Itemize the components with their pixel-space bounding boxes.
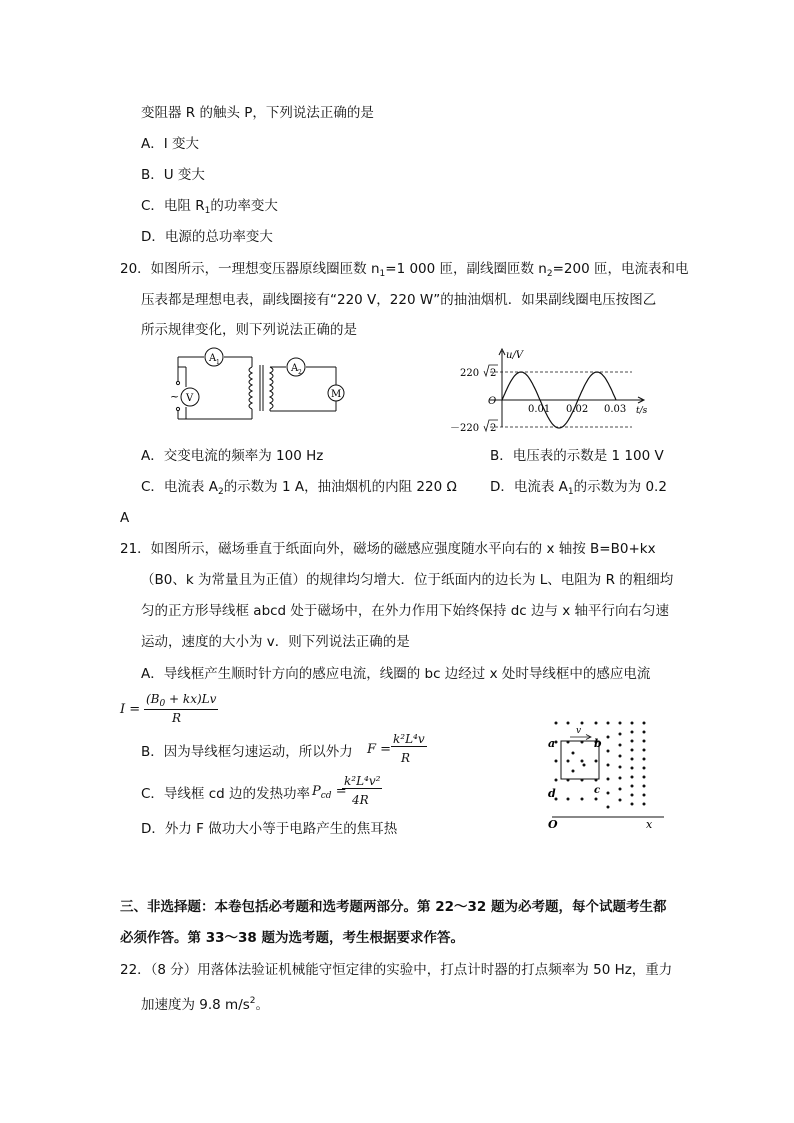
graph-origin: O <box>488 396 497 407</box>
field-dot <box>581 760 584 763</box>
q20-option-d-text-2: 的示数为为 0.2 <box>573 479 667 495</box>
q20-option-c <box>141 477 457 502</box>
graph-x-axis-label: t/s <box>636 406 648 416</box>
q21-option-a: A．导线框产生顺时针方向的感应电流，线圈的 bc 边经过 x 处时导线框中的感应电流 <box>141 666 651 682</box>
field-dot <box>583 764 586 767</box>
q21-stem-line-4: 运动，速度的大小为 v．则下列说法正确的是 <box>141 634 410 650</box>
field-dot <box>643 803 646 806</box>
field-dot <box>607 792 610 795</box>
svg-text:2: 2 <box>490 423 497 434</box>
q19-stem-tail: 变阻器 R 的触头 P，下列说法正确的是 <box>141 105 374 121</box>
q19-option-d: D．电源的总功率变大 <box>141 229 273 245</box>
label-a: a <box>548 737 556 750</box>
q20-option-c-text-2: 的示数为 1 A，抽油烟机的内阻 220 Ω <box>223 479 457 495</box>
field-dot <box>619 799 622 802</box>
q20-option-d-wrap: A <box>120 510 130 526</box>
field-dot <box>643 785 646 788</box>
magnetic-field-figure <box>540 715 670 830</box>
graph-x-tick-2: 0.02 <box>566 404 589 415</box>
field-dot <box>581 722 584 725</box>
graph-y-neg-label <box>450 420 498 434</box>
field-dot <box>567 760 570 763</box>
formula-c-numerator: k²L⁴v² <box>344 774 381 788</box>
formula-b-denominator: R <box>401 751 411 765</box>
q20-option-d <box>490 477 667 502</box>
svg-text:V: V <box>186 393 194 404</box>
q20-stem-line-1 <box>120 259 688 284</box>
ammeter-a2-icon <box>287 358 305 376</box>
q20-stem-line-2: 压表都是理想电表，副线圈接有“220 V，220 W”的抽油烟机．如果副线圈电压按图乙 <box>141 292 657 308</box>
field-dot <box>631 749 634 752</box>
field-dot <box>595 722 598 725</box>
field-dot <box>555 760 558 763</box>
label-b: b <box>594 737 602 750</box>
svg-text:1: 1 <box>216 359 220 366</box>
field-dot <box>631 722 634 725</box>
q22-stem-line-2 <box>141 991 269 1015</box>
field-dot <box>619 733 622 736</box>
field-dot <box>643 731 646 734</box>
svg-text:－220: －220 <box>450 423 480 434</box>
field-dot <box>619 766 622 769</box>
field-dot <box>607 722 610 725</box>
q20-option-b: B．电压表的示数是 1 100 V <box>490 448 664 464</box>
field-dot <box>555 722 558 725</box>
field-dot <box>643 722 646 725</box>
field-dot <box>607 806 610 809</box>
section3-heading-line-1: 三、非选择题：本卷包括必考题和选考题两部分。第 22～32 题为必考题，每个试题考生都 <box>120 899 667 915</box>
graph-x-tick-3: 0.03 <box>604 404 627 415</box>
field-dot <box>631 776 634 779</box>
q20-option-a: A．交变电流的频率为 100 Hz <box>141 448 324 464</box>
q21-stem-line-3: 匀的正方形导线框 abcd 处于磁场中，在外力作用下始终保持 dc 边与 x 轴平行向右匀速 <box>141 603 670 619</box>
field-dot <box>619 722 622 725</box>
field-dot <box>595 760 598 763</box>
formula-b-numerator: k²L⁴v <box>393 732 425 746</box>
field-dot <box>631 758 634 761</box>
field-dot <box>643 776 646 779</box>
field-dot <box>595 798 598 801</box>
field-dot <box>572 752 575 755</box>
q19-option-c-text-2: 的功率变大 <box>210 198 278 214</box>
q22-stem-text-2: 。 <box>255 997 270 1013</box>
svg-text:A: A <box>209 353 217 364</box>
field-dot <box>631 785 634 788</box>
formula-c-denominator: 4R <box>352 793 369 807</box>
field-dot <box>631 794 634 797</box>
field-dot <box>567 722 570 725</box>
q20-stem-text-3: =200 匝，电流表和电 <box>552 261 689 277</box>
graph-y-axis-label: u/V <box>506 350 524 361</box>
field-dot <box>619 755 622 758</box>
field-dot <box>581 798 584 801</box>
q20-option-c-text: C．电流表 A <box>141 479 218 495</box>
field-dot <box>631 731 634 734</box>
q19-option-a: A．I 变大 <box>141 136 200 152</box>
q20-option-d-sub: 1 <box>567 487 574 497</box>
q19-option-b: B．U 变大 <box>141 167 205 183</box>
q19-option-c <box>141 196 278 221</box>
field-dot <box>567 798 570 801</box>
svg-text:220: 220 <box>460 368 480 379</box>
section3-heading-line-2: 必须作答。第 33～38 题为选考题，考生根据要求作答。 <box>120 930 464 946</box>
field-dot <box>643 758 646 761</box>
q20-n1-sub: 1 <box>379 269 386 279</box>
q21-stem-line-1: 21．如图所示，磁场垂直于纸面向外，磁场的磁感应强度随水平向右的 x 轴按 B=B0+kx <box>120 541 656 557</box>
label-x: x <box>646 818 653 830</box>
field-dot <box>607 778 610 781</box>
svg-text:M: M <box>331 389 342 400</box>
field-dot <box>555 779 558 782</box>
formula-a-numerator: $(B_0 + kx)Lv$ <box>146 692 217 709</box>
svg-text:A: A <box>291 363 299 374</box>
graph-x-tick-1: 0.01 <box>528 404 551 415</box>
q19-option-c-sub: 1 <box>204 206 211 216</box>
q22-stem-line-1: 22．（8 分）用落体法验证机械能守恒定律的实验中，打点计时器的打点频率为 50 Hz，重力 <box>120 962 673 978</box>
q20-stem-text: 20．如图所示，一理想变压器原线圈匝数 n <box>120 261 380 277</box>
field-dot <box>631 740 634 743</box>
field-dot <box>607 764 610 767</box>
ammeter-a1-icon <box>205 348 223 366</box>
label-d: d <box>548 787 556 800</box>
field-dot <box>619 788 622 791</box>
voltage-time-graph <box>450 345 650 435</box>
field-dot <box>631 803 634 806</box>
field-dot <box>607 736 610 739</box>
ac-source-tilde: ~ <box>170 390 180 403</box>
field-dot <box>607 750 610 753</box>
q20-stem-text-2: =1 000 匝，副线圈匝数 n <box>385 261 547 277</box>
q21-option-b: B．因为导线框匀速运动，所以外力 <box>141 744 353 760</box>
q22-stem-sup: 2 <box>249 996 256 1006</box>
formula-a-denominator: R <box>172 711 182 725</box>
field-dot <box>572 770 575 773</box>
formula-c-lhs: $P_{cd}$ = <box>312 784 347 801</box>
q20-option-d-text: D．电流表 A <box>490 479 568 495</box>
field-dot <box>643 767 646 770</box>
q20-option-c-sub: 2 <box>217 487 224 497</box>
q20-n2-sub: 2 <box>546 269 553 279</box>
field-dot <box>643 749 646 752</box>
field-dot <box>643 794 646 797</box>
q19-option-c-text: C．电阻 R <box>141 198 205 214</box>
voltmeter-icon <box>181 388 199 406</box>
field-dot <box>619 744 622 747</box>
svg-text:2: 2 <box>490 368 497 379</box>
q22-stem-text: 加速度为 9.8 m/s <box>141 997 250 1013</box>
graph-y-pos-label <box>460 365 498 379</box>
label-c: c <box>594 785 601 796</box>
transformer-circuit-diagram <box>160 345 350 425</box>
field-dot <box>643 740 646 743</box>
label-v: v <box>576 726 582 736</box>
q21-stem-line-2: （B0、k 为常量且为正值）的规律均匀增大．位于纸面内的边长为 L、电阻为 R 的粗细均 <box>141 572 674 588</box>
formula-a-lhs: I = <box>120 702 141 717</box>
field-dot <box>619 777 622 780</box>
svg-text:2: 2 <box>298 369 302 376</box>
formula-b-lhs: F = <box>367 742 392 757</box>
q21-option-d: D．外力 F 做功大小等于电路产生的焦耳热 <box>141 821 398 837</box>
q20-stem-line-3: 所示规律变化，则下列说法正确的是 <box>141 322 357 338</box>
field-dot <box>631 767 634 770</box>
q21-option-c: C．导线框 cd 边的发热功率 <box>141 786 311 802</box>
label-origin: O <box>548 818 558 830</box>
motor-icon <box>328 385 344 401</box>
